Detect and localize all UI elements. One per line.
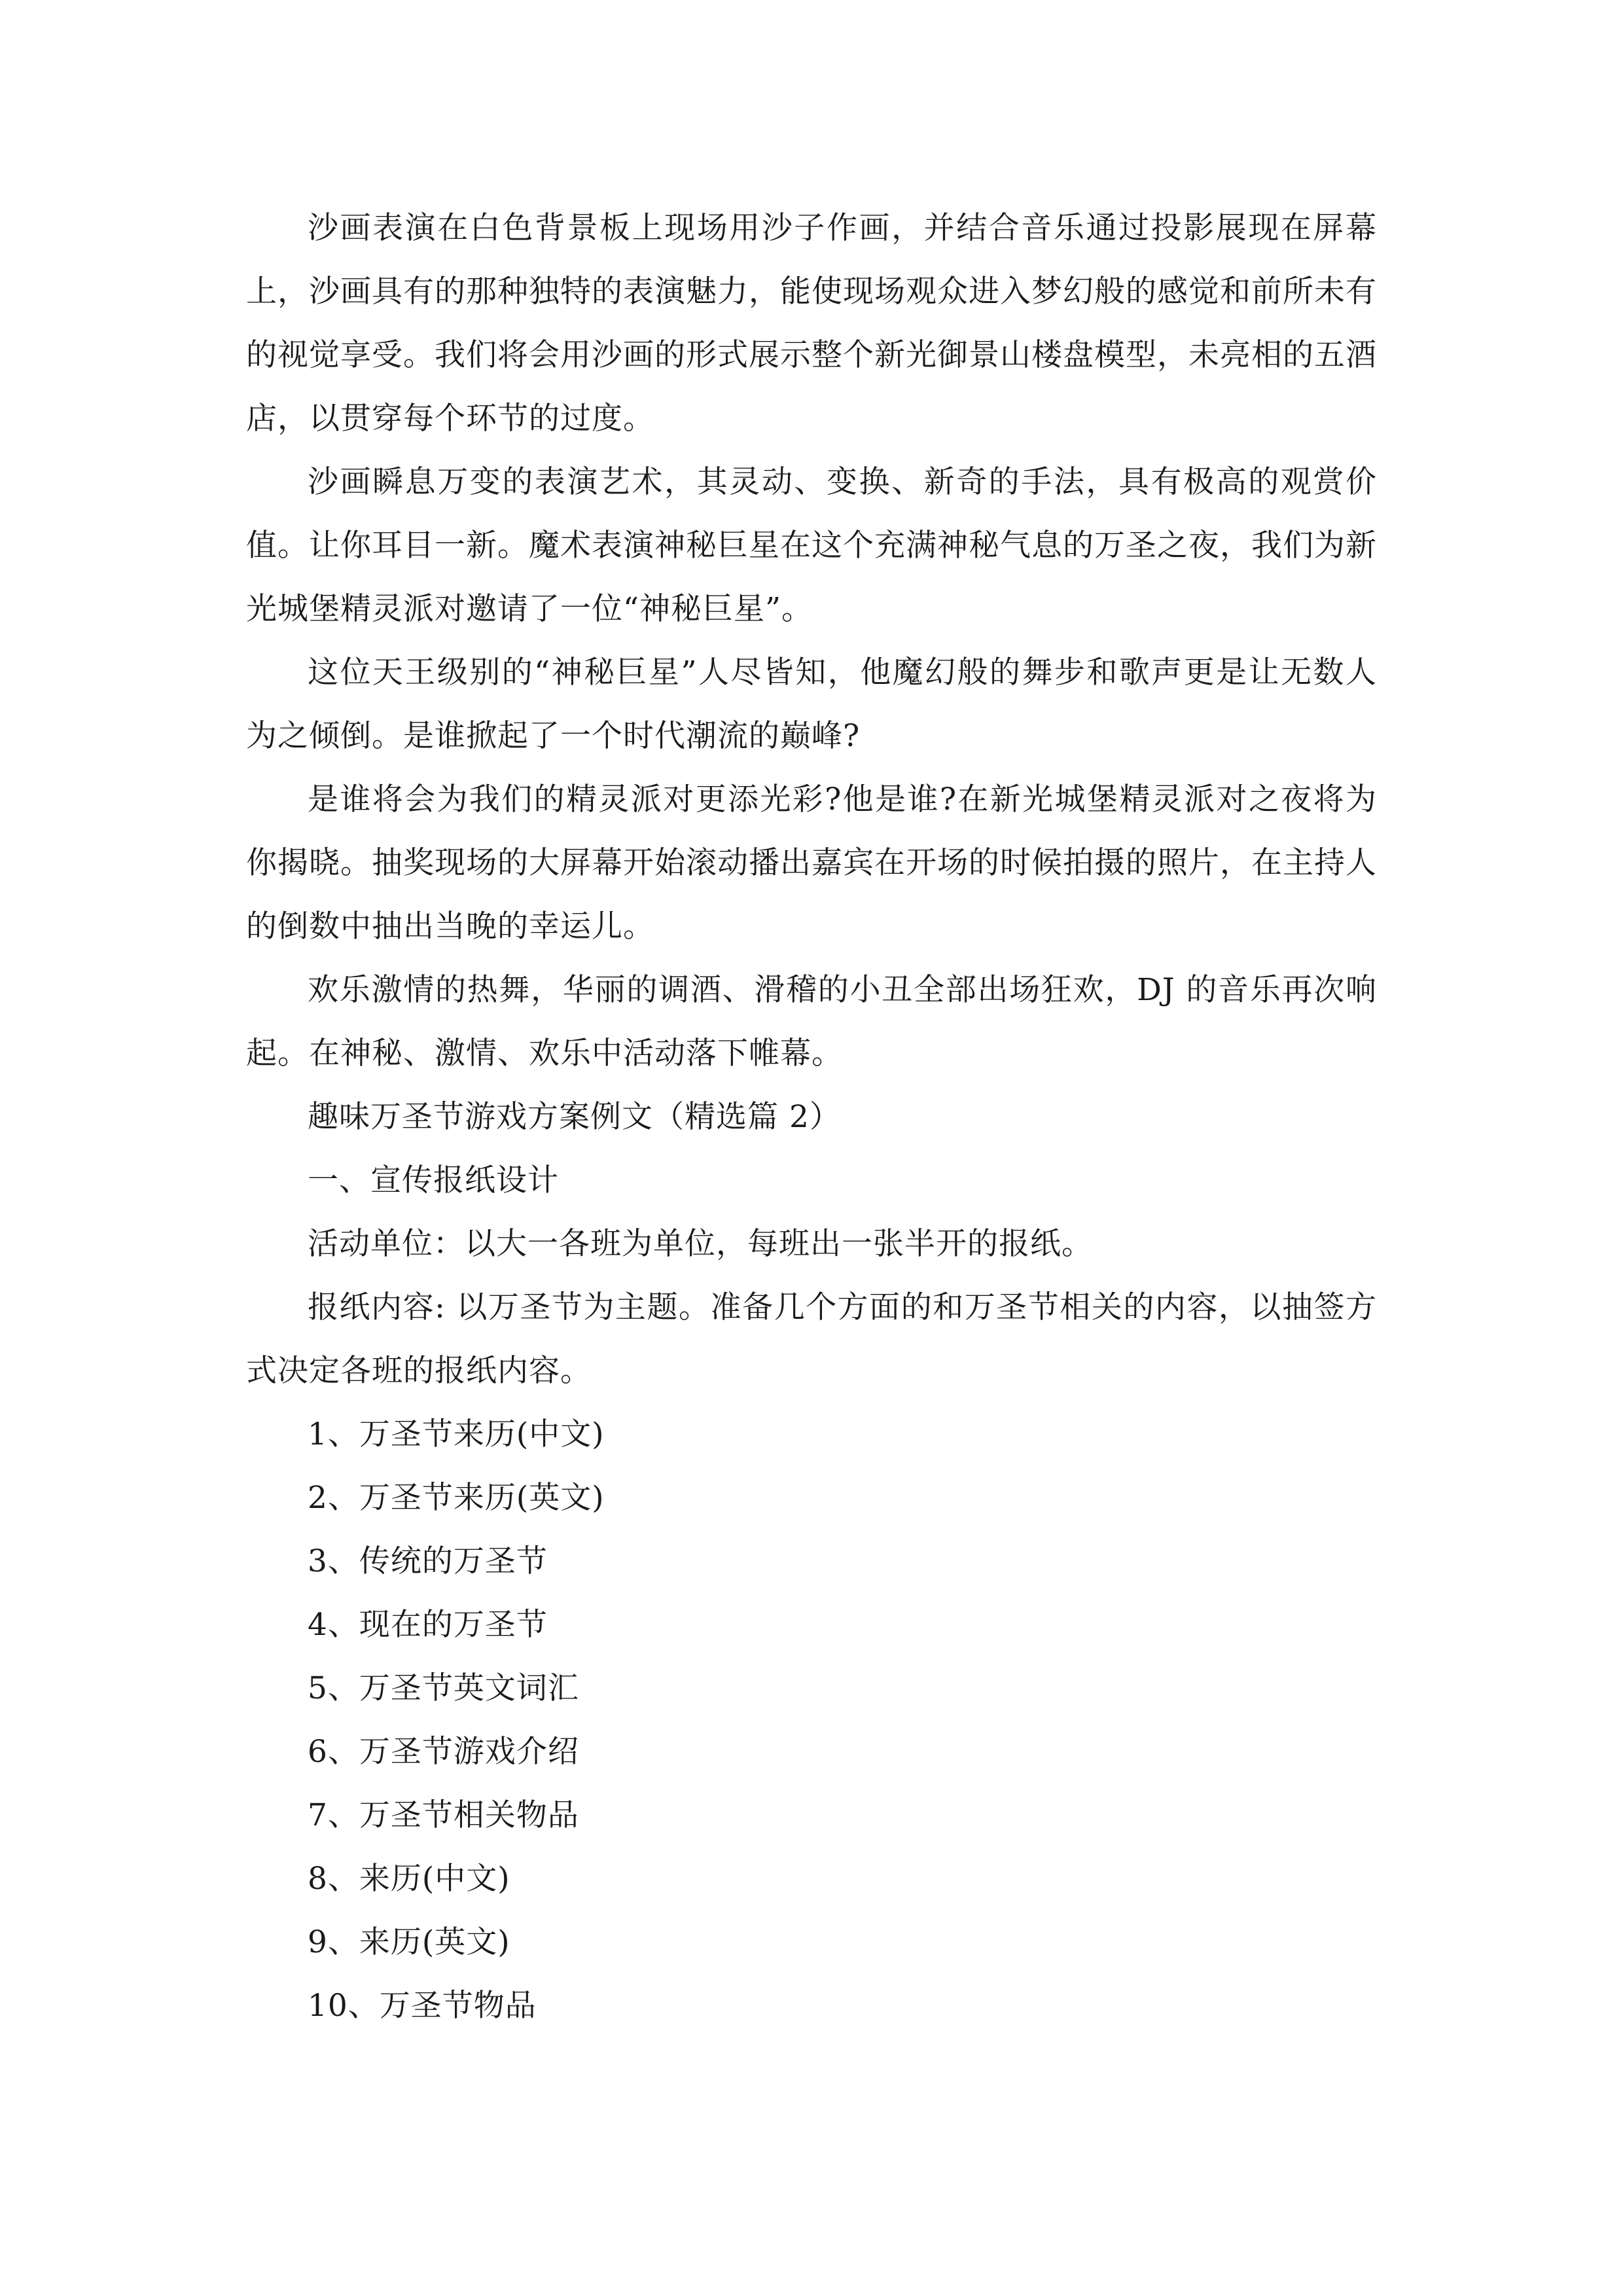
list-item: 10、万圣节物品 bbox=[308, 1988, 537, 2024]
list-item: 2、万圣节来历(英文) bbox=[308, 1480, 605, 1516]
list-item: 4、现在的万圣节 bbox=[308, 1607, 548, 1643]
section-heading-plan-2: 趣味万圣节游戏方案例文（精选篇 2） bbox=[308, 1099, 841, 1135]
paragraph-sand-painting-art: 沙画瞬息万变的表演艺术，其灵动、变换、新奇的手法，具有极高的观赏价值。让你耳目一新。魔术表演神秘巨星在这个充满神秘气息的万圣之夜，我们为新光城堡精灵派对邀请了一位“神秘巨星”。 bbox=[246, 464, 1377, 627]
paragraph-lottery: 是谁将会为我们的精灵派对更添光彩?他是谁?在新光城堡精灵派对之夜将为你揭晓。抽奖现场的大屏幕开始滚动播出嘉宾在开场的时候拍摄的照片，在主持人的倒数中抽出当晚的幸运儿。 bbox=[246, 781, 1377, 944]
paragraph-sand-painting-intro: 沙画表演在白色背景板上现场用沙子作画，并结合音乐通过投影展现在屏幕上，沙画具有的那种独特的表演魅力，能使现场观众进入梦幻般的感觉和前所未有的视觉享受。我们将会用沙画的形式展示整个新光御景山楼盘模型，未亮相的五酒店，以贯穿每个环节的过度。 bbox=[246, 210, 1377, 437]
paragraph-activity-unit: 活动单位：以大一各班为单位，每班出一张半开的报纸。 bbox=[308, 1226, 1093, 1262]
section-heading-newspaper-design: 一、宣传报纸设计 bbox=[308, 1162, 559, 1198]
list-item: 8、来历(中文) bbox=[308, 1861, 510, 1897]
list-item: 6、万圣节游戏介绍 bbox=[308, 1734, 579, 1770]
list-item: 1、万圣节来历(中文) bbox=[308, 1416, 605, 1452]
list-item: 5、万圣节英文词汇 bbox=[308, 1670, 579, 1706]
list-item: 9、来历(英文) bbox=[308, 1924, 510, 1960]
list-item: 7、万圣节相关物品 bbox=[308, 1797, 579, 1833]
paragraph-newspaper-content: 报纸内容: 以万圣节为主题。准备几个方面的和万圣节相关的内容，以抽签方式决定各班的报纸内容。 bbox=[246, 1289, 1377, 1389]
paragraph-finale: 欢乐激情的热舞，华丽的调酒、滑稽的小丑全部出场狂欢，DJ 的音乐再次响起。在神秘、激情、欢乐中活动落下帷幕。 bbox=[246, 972, 1377, 1071]
list-item: 3、传统的万圣节 bbox=[308, 1543, 548, 1579]
paragraph-mystery-star: 这位天王级别的“神秘巨星”人尽皆知，他魔幻般的舞步和歌声更是让无数人为之倾倒。是谁掀起了一个时代潮流的巅峰? bbox=[246, 655, 1377, 754]
document-body bbox=[246, 196, 1377, 2037]
